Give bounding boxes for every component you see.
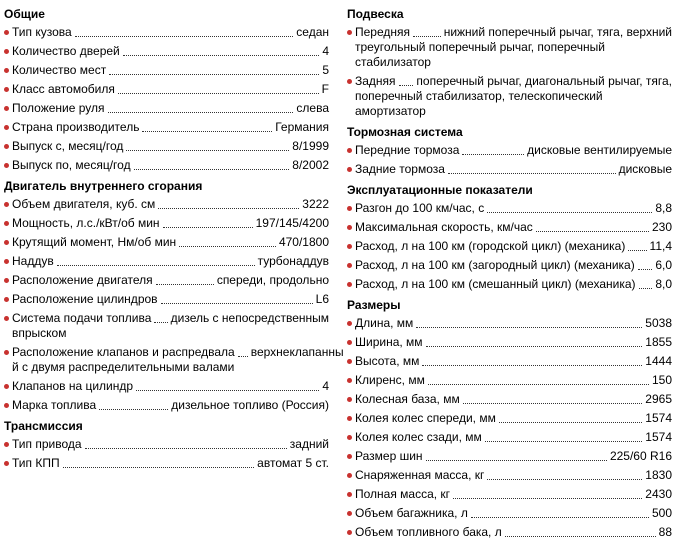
spec-row (347, 239, 672, 254)
transmission-list (4, 437, 329, 471)
spec-label: Объем багажника, л (355, 506, 468, 520)
spec-value: слева (296, 101, 329, 115)
right-column (347, 0, 672, 544)
spec-label: Расположение двигателя (12, 273, 153, 287)
spec-row (347, 468, 672, 483)
spec-row (4, 44, 329, 59)
spec-value: 225/60 R16 (609, 449, 672, 463)
spec-label: Снаряженная масса, кг (355, 468, 485, 482)
spec-label: Страна производитель (12, 120, 140, 134)
spec-row (347, 335, 672, 350)
spec-row (347, 449, 672, 464)
section-title-suspension: Подвеска (347, 7, 404, 21)
spec-row (4, 398, 329, 413)
bullet-icon (4, 278, 9, 283)
spec-value: 6,0 (655, 258, 672, 272)
spec-row (4, 437, 329, 452)
spec-value: F (321, 82, 329, 96)
bullet-icon (4, 297, 9, 302)
bullet-icon (4, 384, 9, 389)
spec-value: задний (289, 437, 329, 451)
bullet-icon (347, 225, 352, 230)
spec-value: седан (296, 25, 329, 39)
bullet-icon (347, 340, 352, 345)
section-title-dimensions: Размеры (347, 298, 401, 312)
spec-value: 1574 (645, 411, 672, 425)
spec-value: 8,8 (655, 201, 672, 215)
spec-value: 11,4 (649, 239, 672, 253)
spec-row (347, 354, 672, 369)
bullet-icon (4, 87, 9, 92)
bullet-icon (347, 397, 352, 402)
bullet-icon (347, 30, 352, 35)
spec-label: Система подачи топлива (12, 311, 152, 325)
bullet-icon (4, 30, 9, 35)
section-title-transmission: Трансмиссия (4, 419, 83, 433)
spec-row (4, 25, 329, 40)
spec-value: 500 (651, 506, 672, 520)
spec-label: Длина, мм (355, 316, 414, 330)
performance-list (347, 201, 672, 292)
left-column (4, 0, 344, 475)
spec-row-front-suspension (347, 25, 672, 70)
bullet-icon (4, 106, 9, 111)
spec-row (4, 456, 329, 471)
spec-value: 4 (322, 379, 329, 393)
spec-label: Передние тормоза (355, 143, 460, 157)
spec-label: Максимальная скорость, км/час (355, 220, 533, 234)
spec-label: Расход, л на 100 км (загородный цикл) (механика) (355, 258, 635, 272)
spec-value: 150 (651, 373, 672, 387)
spec-row (4, 158, 329, 173)
spec-value: 1855 (645, 335, 672, 349)
spec-row (347, 392, 672, 407)
spec-row (4, 254, 329, 269)
spec-row (347, 258, 672, 273)
spec-value: верхнеклапанны (250, 345, 344, 359)
spec-row (4, 235, 329, 250)
spec-row (347, 525, 672, 540)
suspension-list (347, 25, 672, 119)
spec-value: дизель с непосредственным (170, 311, 329, 325)
spec-label: Тип кузова (12, 25, 72, 39)
spec-value-continuation: поперечный стабилизатор, телескопический амортизатор (355, 89, 603, 118)
spec-label: Мощность, л.с./кВт/об мин (12, 216, 160, 230)
spec-label: Полная масса, кг (355, 487, 451, 501)
spec-row (4, 63, 329, 78)
spec-value: 2430 (645, 487, 672, 501)
spec-label: Расход, л на 100 км (смешанный цикл) (механика) (355, 277, 636, 291)
spec-row (4, 101, 329, 116)
bullet-icon (347, 263, 352, 268)
spec-label: Задняя (355, 74, 396, 88)
bullet-icon (347, 148, 352, 153)
bullet-icon (347, 378, 352, 383)
bullet-icon (4, 259, 9, 264)
bullet-icon (4, 221, 9, 226)
spec-row (4, 139, 329, 154)
spec-value: дисковые вентилируемые (527, 143, 672, 157)
bullet-icon (347, 435, 352, 440)
spec-label: Наддув (12, 254, 54, 268)
spec-value: 8/2002 (292, 158, 329, 172)
spec-value: 2965 (645, 392, 672, 406)
spec-label: Разгон до 100 км/час, с (355, 201, 485, 215)
spec-value: 3222 (302, 197, 329, 211)
spec-value: 5038 (645, 316, 672, 330)
spec-row (4, 120, 329, 135)
spec-row-rear-suspension (347, 74, 672, 119)
bullet-icon (4, 240, 9, 245)
spec-value: 1830 (645, 468, 672, 482)
bullet-icon (4, 144, 9, 149)
spec-label: Расположение цилиндров (12, 292, 158, 306)
spec-row (347, 430, 672, 445)
bullet-icon (4, 461, 9, 466)
section-title-performance: Эксплуатационные показатели (347, 183, 533, 197)
spec-label: Размер шин (355, 449, 423, 463)
spec-row (347, 316, 672, 331)
spec-row (347, 143, 672, 158)
bullet-icon (4, 350, 9, 355)
spec-row-fuel-system (4, 311, 329, 341)
spec-row (347, 506, 672, 521)
bullet-icon (347, 79, 352, 84)
spec-label: Объем топливного бака, л (355, 525, 502, 539)
bullet-icon (347, 454, 352, 459)
spec-row (4, 379, 329, 394)
spec-row (347, 277, 672, 292)
bullet-icon (4, 163, 9, 168)
spec-label: Выпуск с, месяц/год (12, 139, 124, 153)
spec-label: Тип КПП (12, 456, 60, 470)
spec-row (4, 82, 329, 97)
spec-value: 197/145/4200 (255, 216, 329, 230)
bullet-icon (347, 282, 352, 287)
spec-value: 8/1999 (292, 139, 329, 153)
brakes-list (347, 143, 672, 177)
bullet-icon (4, 125, 9, 130)
section-title-engine: Двигатель внутреннего сгорания (4, 179, 203, 193)
spec-value-continuation: треугольный поперечный рычаг, поперечный стабилизатор (355, 40, 605, 69)
spec-value: 230 (651, 220, 672, 234)
spec-value: турбонаддув (257, 254, 329, 268)
spec-row (347, 487, 672, 502)
engine-list (4, 197, 344, 413)
spec-value: 4 (322, 44, 329, 58)
spec-label: Колея колес спереди, мм (355, 411, 496, 425)
spec-value: 470/1800 (278, 235, 329, 249)
spec-value: 1444 (645, 354, 672, 368)
spec-row (4, 273, 329, 288)
spec-value: 88 (658, 525, 672, 539)
bullet-icon (4, 403, 9, 408)
spec-value: 1574 (645, 430, 672, 444)
spec-label: Крутящий момент, Нм/об мин (12, 235, 177, 249)
spec-label: Положение руля (12, 101, 105, 115)
spec-row (347, 162, 672, 177)
bullet-icon (347, 359, 352, 364)
spec-row (347, 411, 672, 426)
spec-value: 5 (322, 63, 329, 77)
dimensions-list (347, 316, 672, 540)
spec-value-continuation: й с двумя распределительными валами (12, 360, 235, 374)
bullet-icon (347, 416, 352, 421)
spec-label: Количество дверей (12, 44, 120, 58)
spec-row (347, 201, 672, 216)
spec-label: Задние тормоза (355, 162, 445, 176)
bullet-icon (347, 492, 352, 497)
bullet-icon (347, 244, 352, 249)
spec-value: поперечный рычаг, диагональный рычаг, тяга, (416, 74, 672, 88)
spec-label: Марка топлива (12, 398, 97, 412)
spec-row-valves (4, 345, 344, 375)
spec-row (4, 197, 329, 212)
spec-label: Колесная база, мм (355, 392, 460, 406)
bullet-icon (347, 167, 352, 172)
spec-label: Колея колес сзади, мм (355, 430, 482, 444)
spec-value: 8,0 (655, 277, 672, 291)
bullet-icon (347, 321, 352, 326)
spec-label: Выпуск по, месяц/год (12, 158, 131, 172)
spec-label: Класс автомобиля (12, 82, 115, 96)
spec-label: Количество мест (12, 63, 107, 77)
spec-value: дисковые (618, 162, 672, 176)
bullet-icon (4, 442, 9, 447)
bullet-icon (4, 68, 9, 73)
bullet-icon (347, 206, 352, 211)
spec-label: Высота, мм (355, 354, 420, 368)
bullet-icon (4, 316, 9, 321)
spec-label: Клапанов на цилиндр (12, 379, 134, 393)
bullet-icon (4, 49, 9, 54)
spec-value: L6 (315, 292, 329, 306)
spec-label: Ширина, мм (355, 335, 423, 349)
bullet-icon (347, 511, 352, 516)
bullet-icon (347, 473, 352, 478)
section-title-general: Общие (4, 7, 45, 21)
section-title-brakes: Тормозная система (347, 125, 463, 139)
spec-label: Клиренс, мм (355, 373, 425, 387)
bullet-icon (4, 202, 9, 207)
spec-row (4, 216, 329, 231)
spec-label: Расход, л на 100 км (городской цикл) (механика) (355, 239, 626, 253)
spec-value-continuation: впрыском (12, 326, 67, 340)
spec-label: Тип привода (12, 437, 82, 451)
general-list (4, 25, 329, 173)
spec-row (4, 292, 329, 307)
spec-label: Объем двигателя, куб. см (12, 197, 156, 211)
spec-value: спереди, продольно (216, 273, 329, 287)
spec-label: Передняя (355, 25, 411, 39)
spec-value: нижний поперечный рычаг, тяга, верхний (443, 25, 672, 39)
spec-value: автомат 5 ст. (257, 456, 329, 470)
spec-row (347, 373, 672, 388)
bullet-icon (347, 530, 352, 535)
spec-value: дизельное топливо (Россия) (171, 398, 329, 412)
spec-value: Германия (275, 120, 329, 134)
spec-row (347, 220, 672, 235)
spec-label: Расположение клапанов и распредвала (12, 345, 235, 359)
